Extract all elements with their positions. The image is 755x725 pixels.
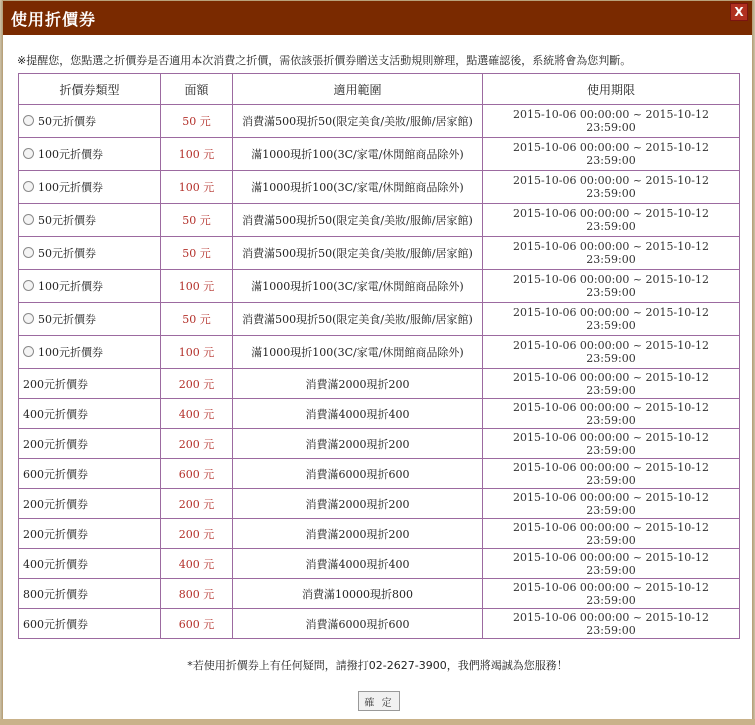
close-button[interactable]: X <box>730 3 748 21</box>
coupon-scope: 消費滿500現折50(限定美食/美妝/服飾/居家館) <box>233 105 483 138</box>
coupon-type-label: 100元折價券 <box>38 148 103 161</box>
coupon-row <box>19 369 740 399</box>
coupon-radio[interactable] <box>23 148 34 159</box>
coupon-type-cell <box>19 609 161 639</box>
coupon-row <box>19 399 740 429</box>
coupon-type-cell <box>19 549 161 579</box>
coupon-row <box>19 489 740 519</box>
coupon-amount: 100 元 <box>161 138 233 171</box>
coupon-type-cell <box>19 237 161 270</box>
coupon-type-label: 200元折價券 <box>23 437 88 451</box>
coupon-type-cell <box>19 429 161 459</box>
coupon-radio[interactable] <box>23 313 34 324</box>
coupon-period: 2015-10-06 00:00:00 ~ 2015-10-12 23:59:00 <box>483 204 740 237</box>
coupon-scope: 消費滿10000現折800 <box>233 579 483 609</box>
coupon-type-cell <box>19 270 161 303</box>
coupon-row[interactable] <box>19 237 740 270</box>
coupon-type-label: 600元折價券 <box>23 467 88 481</box>
coupon-amount: 100 元 <box>161 171 233 204</box>
coupon-scope: 滿1000現折100(3C/家電/休閒館商品除外) <box>233 336 483 369</box>
coupon-type-label: 100元折價券 <box>38 181 103 194</box>
notice-text: ※提醒您，您點選之折價券是否適用本次消費之折價，需依該張折價券贈送支活動規則辦理，點選確認後，系統將會為您判斷。 <box>17 54 632 67</box>
coupon-scope: 消費滿4000現折400 <box>233 399 483 429</box>
coupon-scope: 消費滿2000現折200 <box>233 489 483 519</box>
coupon-period: 2015-10-06 00:00:00 ~ 2015-10-12 23:59:00 <box>483 519 740 549</box>
coupon-type-cell <box>19 138 161 171</box>
header-scope: 適用範圍 <box>233 74 483 105</box>
coupon-type-label: 100元折價券 <box>38 280 103 293</box>
coupon-row[interactable] <box>19 336 740 369</box>
table-header-row <box>19 74 740 105</box>
coupon-period: 2015-10-06 00:00:00 ~ 2015-10-12 23:59:00 <box>483 237 740 270</box>
coupon-amount: 200 元 <box>161 429 233 459</box>
coupon-row <box>19 429 740 459</box>
coupon-type-label: 50元折價券 <box>38 214 96 227</box>
coupon-type-label: 400元折價券 <box>23 407 88 421</box>
dialog-title: 使用折價券 <box>11 9 97 29</box>
coupon-scope: 滿1000現折100(3C/家電/休閒館商品除外) <box>233 270 483 303</box>
coupon-row <box>19 549 740 579</box>
coupon-amount: 200 元 <box>161 519 233 549</box>
coupon-row <box>19 579 740 609</box>
coupon-period: 2015-10-06 00:00:00 ~ 2015-10-12 23:59:00 <box>483 429 740 459</box>
coupon-period: 2015-10-06 00:00:00 ~ 2015-10-12 23:59:00 <box>483 399 740 429</box>
coupon-type-label: 50元折價券 <box>38 115 96 128</box>
confirm-button[interactable]: 確 定 <box>358 691 400 711</box>
coupon-row[interactable] <box>19 138 740 171</box>
coupon-amount: 50 元 <box>161 303 233 336</box>
coupon-scope: 消費滿2000現折200 <box>233 519 483 549</box>
coupon-period: 2015-10-06 00:00:00 ~ 2015-10-12 23:59:00 <box>483 609 740 639</box>
coupon-radio[interactable] <box>23 346 34 357</box>
coupon-amount: 50 元 <box>161 105 233 138</box>
coupon-period: 2015-10-06 00:00:00 ~ 2015-10-12 23:59:00 <box>483 336 740 369</box>
coupon-radio[interactable] <box>23 115 34 126</box>
coupon-period: 2015-10-06 00:00:00 ~ 2015-10-12 23:59:00 <box>483 549 740 579</box>
coupon-type-label: 100元折價券 <box>38 346 103 359</box>
coupon-row[interactable] <box>19 171 740 204</box>
coupon-radio[interactable] <box>23 280 34 291</box>
coupon-amount: 200 元 <box>161 489 233 519</box>
coupon-period: 2015-10-06 00:00:00 ~ 2015-10-12 23:59:00 <box>483 105 740 138</box>
coupon-period: 2015-10-06 00:00:00 ~ 2015-10-12 23:59:00 <box>483 138 740 171</box>
coupon-scope: 滿1000現折100(3C/家電/休閒館商品除外) <box>233 171 483 204</box>
coupon-scope: 消費滿500現折50(限定美食/美妝/服飾/居家館) <box>233 237 483 270</box>
coupon-amount: 200 元 <box>161 369 233 399</box>
coupon-row <box>19 459 740 489</box>
coupon-type-cell <box>19 489 161 519</box>
coupon-scope: 消費滿500現折50(限定美食/美妝/服飾/居家館) <box>233 303 483 336</box>
coupon-type-label: 600元折價券 <box>23 617 88 631</box>
coupon-row[interactable] <box>19 105 740 138</box>
coupon-type-label: 50元折價券 <box>38 313 96 326</box>
contact-note: *若使用折價券上有任何疑問，請撥打02-2627-3900，我們將竭誠為您服務！ <box>187 659 568 672</box>
coupon-period: 2015-10-06 00:00:00 ~ 2015-10-12 23:59:00 <box>483 369 740 399</box>
coupon-amount: 800 元 <box>161 579 233 609</box>
coupon-scope: 消費滿6000現折600 <box>233 459 483 489</box>
coupon-row[interactable] <box>19 204 740 237</box>
coupon-radio[interactable] <box>23 247 34 258</box>
header-period: 使用期限 <box>483 74 740 105</box>
coupon-type-cell <box>19 369 161 399</box>
coupon-type-cell <box>19 399 161 429</box>
coupon-scope: 消費滿2000現折200 <box>233 429 483 459</box>
coupon-period: 2015-10-06 00:00:00 ~ 2015-10-12 23:59:00 <box>483 579 740 609</box>
coupon-row <box>19 609 740 639</box>
coupon-type-label: 200元折價券 <box>23 377 88 391</box>
coupon-scope: 消費滿6000現折600 <box>233 609 483 639</box>
coupon-type-cell <box>19 105 161 138</box>
coupon-type-label: 200元折價券 <box>23 527 88 541</box>
coupon-type-label: 400元折價券 <box>23 557 88 571</box>
coupon-period: 2015-10-06 00:00:00 ~ 2015-10-12 23:59:00 <box>483 270 740 303</box>
coupon-amount: 400 元 <box>161 549 233 579</box>
coupon-amount: 400 元 <box>161 399 233 429</box>
page-backdrop <box>0 719 755 725</box>
coupon-type-cell <box>19 204 161 237</box>
header-coupon-type: 折價券類型 <box>19 74 161 105</box>
coupon-row[interactable] <box>19 270 740 303</box>
coupon-table <box>18 73 740 639</box>
coupon-type-label: 50元折價券 <box>38 247 96 260</box>
coupon-period: 2015-10-06 00:00:00 ~ 2015-10-12 23:59:00 <box>483 303 740 336</box>
coupon-amount: 600 元 <box>161 459 233 489</box>
coupon-amount: 100 元 <box>161 270 233 303</box>
coupon-row <box>19 519 740 549</box>
coupon-period: 2015-10-06 00:00:00 ~ 2015-10-12 23:59:00 <box>483 459 740 489</box>
coupon-row[interactable] <box>19 303 740 336</box>
coupon-radio[interactable] <box>23 181 34 192</box>
coupon-amount: 100 元 <box>161 336 233 369</box>
coupon-type-cell <box>19 519 161 549</box>
coupon-scope: 消費滿500現折50(限定美食/美妝/服飾/居家館) <box>233 204 483 237</box>
coupon-amount: 50 元 <box>161 204 233 237</box>
coupon-period: 2015-10-06 00:00:00 ~ 2015-10-12 23:59:00 <box>483 171 740 204</box>
coupon-scope: 滿1000現折100(3C/家電/休閒館商品除外) <box>233 138 483 171</box>
coupon-table-body <box>19 105 740 639</box>
coupon-amount: 600 元 <box>161 609 233 639</box>
coupon-type-label: 800元折價券 <box>23 587 88 601</box>
coupon-type-cell <box>19 459 161 489</box>
coupon-scope: 消費滿2000現折200 <box>233 369 483 399</box>
coupon-dialog <box>2 0 753 721</box>
coupon-type-cell <box>19 171 161 204</box>
dialog-titlebar <box>3 1 752 35</box>
coupon-radio[interactable] <box>23 214 34 225</box>
coupon-type-label: 200元折價券 <box>23 497 88 511</box>
coupon-type-cell <box>19 303 161 336</box>
coupon-scope: 消費滿4000現折400 <box>233 549 483 579</box>
coupon-period: 2015-10-06 00:00:00 ~ 2015-10-12 23:59:00 <box>483 489 740 519</box>
coupon-type-cell <box>19 579 161 609</box>
header-amount: 面額 <box>161 74 233 105</box>
coupon-type-cell <box>19 336 161 369</box>
coupon-amount: 50 元 <box>161 237 233 270</box>
